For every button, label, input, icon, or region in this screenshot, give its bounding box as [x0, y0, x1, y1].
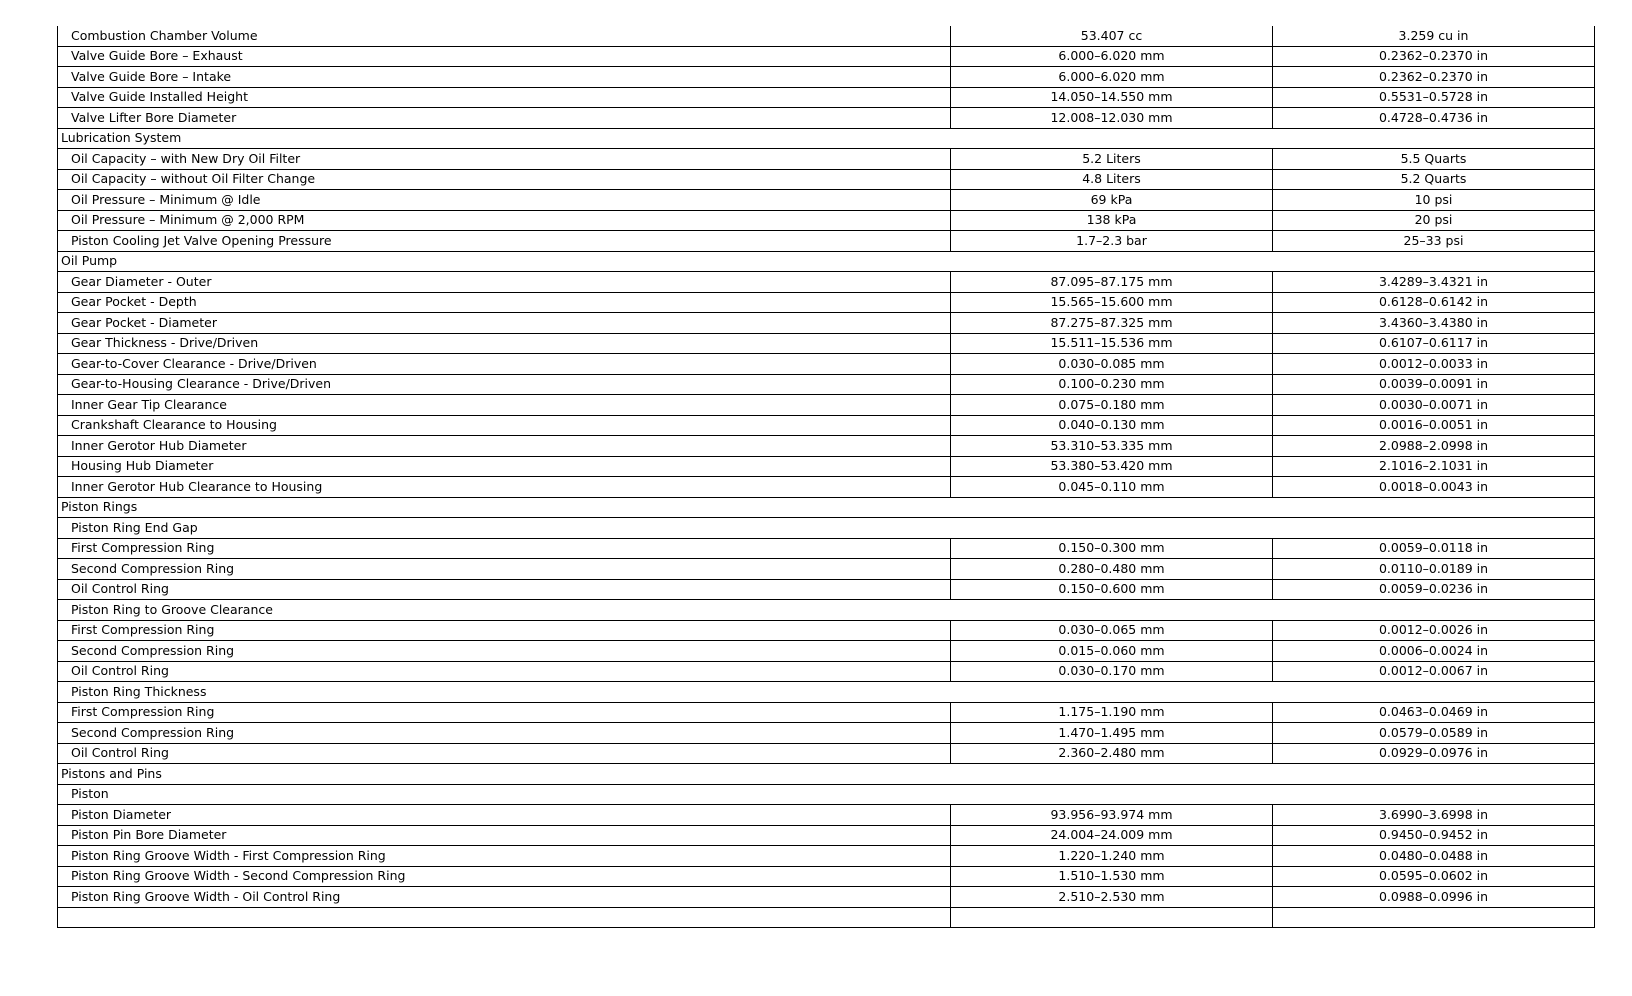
spec-metric-value: 6.000–6.020 mm	[951, 46, 1273, 67]
spec-row	[58, 641, 1595, 662]
spec-name: Piston Pin Bore Diameter	[58, 825, 951, 846]
spec-name: Gear Pocket - Depth	[58, 292, 951, 313]
spec-name: Inner Gerotor Hub Clearance to Housing	[58, 477, 951, 498]
spec-row	[58, 805, 1595, 826]
spec-english-value: 0.5531–0.5728 in	[1273, 87, 1595, 108]
spec-name: First Compression Ring	[58, 538, 951, 559]
spec-name: Gear Pocket - Diameter	[58, 313, 951, 334]
section-title: Pistons and Pins	[58, 764, 1595, 785]
spec-english-value: 0.4728–0.4736 in	[1273, 108, 1595, 129]
spec-row	[58, 579, 1595, 600]
spec-name: Inner Gear Tip Clearance	[58, 395, 951, 416]
spec-name: Second Compression Ring	[58, 723, 951, 744]
blank-row	[58, 907, 1595, 928]
spec-row	[58, 743, 1595, 764]
spec-metric-value: 53.407 cc	[951, 26, 1273, 46]
spec-english-value: 0.0059–0.0236 in	[1273, 579, 1595, 600]
section-header-row	[58, 764, 1595, 785]
spec-name: Gear-to-Cover Clearance - Drive/Driven	[58, 354, 951, 375]
spec-english-value: 0.2362–0.2370 in	[1273, 67, 1595, 88]
spec-name: Inner Gerotor Hub Diameter	[58, 436, 951, 457]
spec-name: Oil Capacity – without Oil Filter Change	[58, 169, 951, 190]
specifications-table	[57, 26, 1595, 928]
spec-metric-value: 0.280–0.480 mm	[951, 559, 1273, 580]
spec-metric-value: 0.150–0.600 mm	[951, 579, 1273, 600]
spec-english-value: 0.2362–0.2370 in	[1273, 46, 1595, 67]
spec-metric-value: 5.2 Liters	[951, 149, 1273, 170]
spec-english-value: 0.0579–0.0589 in	[1273, 723, 1595, 744]
spec-english-value: 0.0110–0.0189 in	[1273, 559, 1595, 580]
spec-metric-value: 0.045–0.110 mm	[951, 477, 1273, 498]
spec-english-value: 2.0988–2.0998 in	[1273, 436, 1595, 457]
spec-english-value: 25–33 psi	[1273, 231, 1595, 252]
spec-english-value: 0.6107–0.6117 in	[1273, 333, 1595, 354]
spec-metric-value: 0.040–0.130 mm	[951, 415, 1273, 436]
section-title: Oil Pump	[58, 251, 1595, 272]
spec-row	[58, 866, 1595, 887]
spec-english-value: 0.0595–0.0602 in	[1273, 866, 1595, 887]
spec-name: Gear-to-Housing Clearance - Drive/Driven	[58, 374, 951, 395]
spec-name: Crankshaft Clearance to Housing	[58, 415, 951, 436]
subsection-title: Piston	[58, 784, 1595, 805]
spec-row	[58, 846, 1595, 867]
spec-row	[58, 67, 1595, 88]
spec-english-value: 0.0016–0.0051 in	[1273, 415, 1595, 436]
spec-metric-value: 69 kPa	[951, 190, 1273, 211]
section-header-row	[58, 128, 1595, 149]
spec-name: Oil Pressure – Minimum @ Idle	[58, 190, 951, 211]
spec-name: Gear Diameter - Outer	[58, 272, 951, 293]
spec-metric-value: 1.220–1.240 mm	[951, 846, 1273, 867]
spec-row	[58, 559, 1595, 580]
spec-english-value: 0.0030–0.0071 in	[1273, 395, 1595, 416]
section-title: Piston Rings	[58, 497, 1595, 518]
spec-row	[58, 272, 1595, 293]
spec-name: First Compression Ring	[58, 702, 951, 723]
spec-row	[58, 149, 1595, 170]
spec-metric-value: 15.565–15.600 mm	[951, 292, 1273, 313]
spec-row	[58, 374, 1595, 395]
spec-metric-value: 1.7–2.3 bar	[951, 231, 1273, 252]
spec-name: Combustion Chamber Volume	[58, 26, 951, 46]
spec-metric-value: 0.015–0.060 mm	[951, 641, 1273, 662]
spec-english-value: 0.0463–0.0469 in	[1273, 702, 1595, 723]
spec-row	[58, 87, 1595, 108]
spec-row	[58, 354, 1595, 375]
spec-row	[58, 108, 1595, 129]
spec-english-value: 0.0006–0.0024 in	[1273, 641, 1595, 662]
spec-row	[58, 887, 1595, 908]
spec-metric-value: 0.100–0.230 mm	[951, 374, 1273, 395]
section-header-row	[58, 497, 1595, 518]
spec-metric-value: 14.050–14.550 mm	[951, 87, 1273, 108]
spec-row	[58, 169, 1595, 190]
spec-row	[58, 292, 1595, 313]
subsection-header-row	[58, 600, 1595, 621]
spec-english-value: 0.0018–0.0043 in	[1273, 477, 1595, 498]
spec-metric-value: 24.004–24.009 mm	[951, 825, 1273, 846]
spec-row	[58, 661, 1595, 682]
spec-english-value: 0.0480–0.0488 in	[1273, 846, 1595, 867]
spec-metric-value: 0.030–0.065 mm	[951, 620, 1273, 641]
spec-row	[58, 313, 1595, 334]
spec-metric-value: 53.380–53.420 mm	[951, 456, 1273, 477]
spec-english-value: 0.0988–0.0996 in	[1273, 887, 1595, 908]
subsection-title: Piston Ring Thickness	[58, 682, 1595, 703]
spec-row	[58, 825, 1595, 846]
spec-row	[58, 456, 1595, 477]
spec-metric-value: 87.095–87.175 mm	[951, 272, 1273, 293]
subsection-header-row	[58, 784, 1595, 805]
spec-name: Piston Ring Groove Width - Second Compression Ring	[58, 866, 951, 887]
spec-row	[58, 538, 1595, 559]
subsection-title: Piston Ring End Gap	[58, 518, 1595, 539]
spec-metric-value: 87.275–87.325 mm	[951, 313, 1273, 334]
subsection-title: Piston Ring to Groove Clearance	[58, 600, 1595, 621]
spec-metric-value: 0.030–0.085 mm	[951, 354, 1273, 375]
spec-name: First Compression Ring	[58, 620, 951, 641]
spec-row	[58, 190, 1595, 211]
spec-metric-value: 93.956–93.974 mm	[951, 805, 1273, 826]
blank-cell	[58, 907, 951, 928]
spec-name: Gear Thickness - Drive/Driven	[58, 333, 951, 354]
spec-english-value: 0.0039–0.0091 in	[1273, 374, 1595, 395]
spec-row	[58, 620, 1595, 641]
spec-name: Oil Capacity – with New Dry Oil Filter	[58, 149, 951, 170]
spec-name: Piston Diameter	[58, 805, 951, 826]
spec-english-value: 3.4289–3.4321 in	[1273, 272, 1595, 293]
spec-metric-value: 6.000–6.020 mm	[951, 67, 1273, 88]
spec-name: Piston Ring Groove Width - First Compression Ring	[58, 846, 951, 867]
spec-row	[58, 723, 1595, 744]
spec-english-value: 0.0012–0.0067 in	[1273, 661, 1595, 682]
blank-cell	[951, 907, 1273, 928]
spec-english-value: 0.6128–0.6142 in	[1273, 292, 1595, 313]
spec-row	[58, 415, 1595, 436]
spec-metric-value: 12.008–12.030 mm	[951, 108, 1273, 129]
spec-english-value: 0.0929–0.0976 in	[1273, 743, 1595, 764]
spec-row	[58, 477, 1595, 498]
spec-name: Oil Control Ring	[58, 743, 951, 764]
spec-metric-value: 1.175–1.190 mm	[951, 702, 1273, 723]
section-title: Lubrication System	[58, 128, 1595, 149]
blank-cell	[1273, 907, 1595, 928]
spec-metric-value: 2.510–2.530 mm	[951, 887, 1273, 908]
spec-english-value: 0.9450–0.9452 in	[1273, 825, 1595, 846]
subsection-header-row	[58, 682, 1595, 703]
section-header-row	[58, 251, 1595, 272]
spec-english-value: 3.6990–3.6998 in	[1273, 805, 1595, 826]
spec-name: Piston Cooling Jet Valve Opening Pressure	[58, 231, 951, 252]
spec-metric-value: 138 kPa	[951, 210, 1273, 231]
spec-name: Valve Guide Bore – Exhaust	[58, 46, 951, 67]
spec-english-value: 0.0059–0.0118 in	[1273, 538, 1595, 559]
spec-row	[58, 46, 1595, 67]
subsection-header-row	[58, 518, 1595, 539]
spec-english-value: 0.0012–0.0026 in	[1273, 620, 1595, 641]
spec-metric-value: 1.470–1.495 mm	[951, 723, 1273, 744]
spec-name: Valve Guide Installed Height	[58, 87, 951, 108]
spec-name: Piston Ring Groove Width - Oil Control Ring	[58, 887, 951, 908]
spec-name: Second Compression Ring	[58, 559, 951, 580]
spec-metric-value: 0.150–0.300 mm	[951, 538, 1273, 559]
spec-english-value: 3.4360–3.4380 in	[1273, 313, 1595, 334]
spec-name: Valve Lifter Bore Diameter	[58, 108, 951, 129]
spec-english-value: 5.2 Quarts	[1273, 169, 1595, 190]
spec-metric-value: 0.075–0.180 mm	[951, 395, 1273, 416]
spec-row	[58, 231, 1595, 252]
spec-english-value: 3.259 cu in	[1273, 26, 1595, 46]
spec-name: Oil Control Ring	[58, 579, 951, 600]
spec-row	[58, 436, 1595, 457]
spec-english-value: 10 psi	[1273, 190, 1595, 211]
spec-row	[58, 395, 1595, 416]
spec-english-value: 20 psi	[1273, 210, 1595, 231]
spec-english-value: 2.1016–2.1031 in	[1273, 456, 1595, 477]
spec-english-value: 5.5 Quarts	[1273, 149, 1595, 170]
spec-name: Oil Pressure – Minimum @ 2,000 RPM	[58, 210, 951, 231]
spec-row	[58, 702, 1595, 723]
spec-row	[58, 333, 1595, 354]
spec-metric-value: 2.360–2.480 mm	[951, 743, 1273, 764]
spec-row	[58, 210, 1595, 231]
specifications-table-body	[58, 26, 1595, 928]
spec-row	[58, 26, 1595, 46]
spec-metric-value: 1.510–1.530 mm	[951, 866, 1273, 887]
spec-name: Housing Hub Diameter	[58, 456, 951, 477]
spec-english-value: 0.0012–0.0033 in	[1273, 354, 1595, 375]
spec-metric-value: 0.030–0.170 mm	[951, 661, 1273, 682]
spec-name: Oil Control Ring	[58, 661, 951, 682]
spec-name: Valve Guide Bore – Intake	[58, 67, 951, 88]
spec-name: Second Compression Ring	[58, 641, 951, 662]
spec-metric-value: 15.511–15.536 mm	[951, 333, 1273, 354]
spec-metric-value: 4.8 Liters	[951, 169, 1273, 190]
spec-metric-value: 53.310–53.335 mm	[951, 436, 1273, 457]
